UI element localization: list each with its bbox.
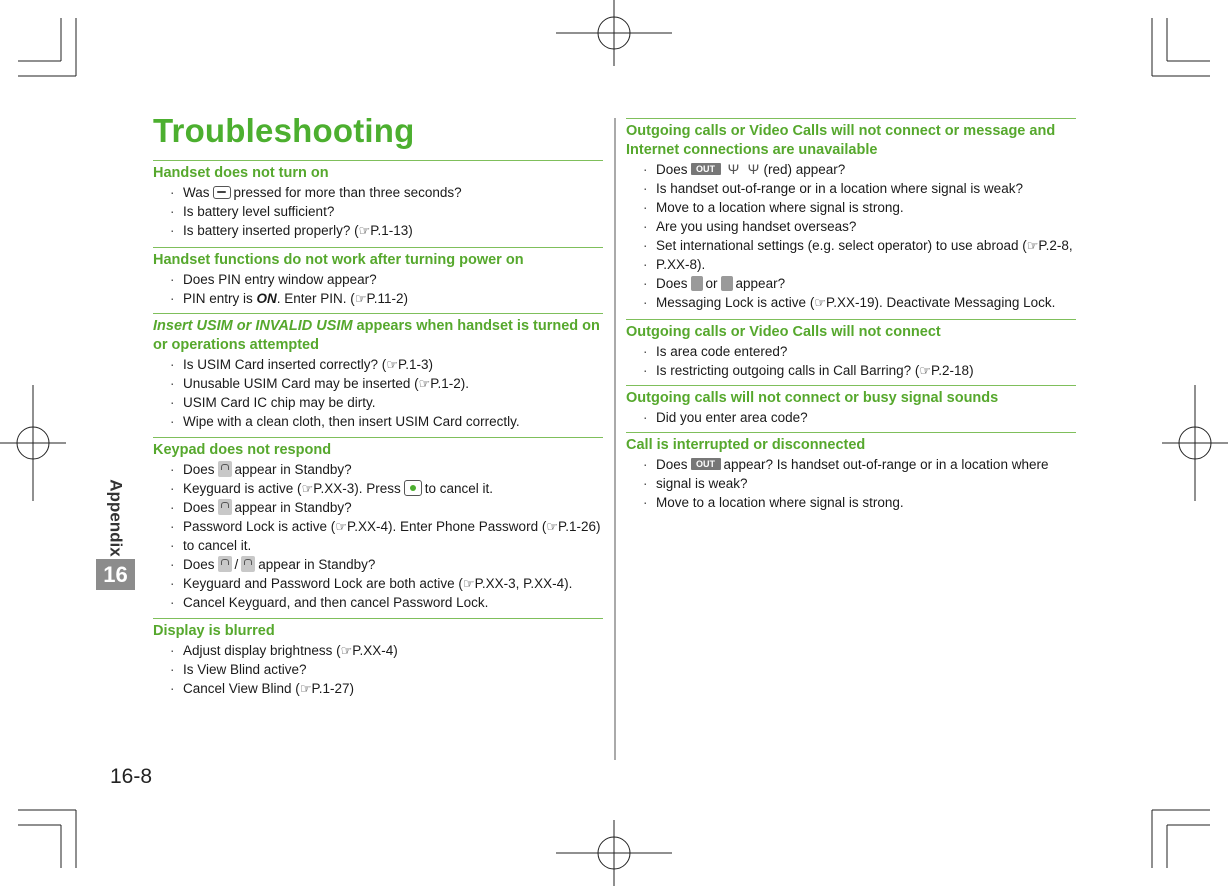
- section-heading: Display is blurred: [153, 618, 603, 641]
- section-functions: [153, 247, 603, 308]
- list-item-continued: · signal is weak?: [626, 474, 1076, 493]
- list-item-continued: · Move to a location where signal is strong.: [626, 198, 1076, 217]
- list-item-continued: · PIN entry is ON. Enter PIN. (☞P.11-2): [153, 289, 603, 308]
- list-item: · Does / appear in Standby?: [153, 555, 603, 574]
- list-item-continued: · Wipe with a clean cloth, then insert USIM Card correctly.: [153, 412, 603, 431]
- section-heading: Call is interrupted or disconnected: [626, 432, 1076, 455]
- section-busy-signal: [626, 385, 1076, 427]
- end-key-icon: [213, 186, 231, 199]
- section-outgoing-unavailable: [626, 118, 1076, 312]
- list-item: · Does PIN entry window appear?: [153, 270, 603, 289]
- list-item: · Does OUT appear? Is handset out-of-range or in a location where: [626, 455, 1076, 474]
- section-usim: [153, 313, 603, 431]
- reference-icon: ☞: [358, 223, 371, 238]
- column-divider: [614, 118, 616, 760]
- messaging-lock-icon: [691, 276, 703, 291]
- list-item: · Are you using handset overseas?: [626, 217, 1076, 236]
- chapter-number: 16: [96, 559, 135, 590]
- reference-icon: ☞: [462, 576, 475, 591]
- list-item: · Unusable USIM Card may be inserted (☞P.1-2).: [153, 374, 603, 393]
- list-item: · Is battery level sufficient?: [153, 202, 603, 221]
- list-item: · Does OUT Ψ Ψ (red) appear?: [626, 160, 1076, 179]
- list-item-continued: · Cancel Keyguard, and then cancel Password Lock.: [153, 593, 603, 612]
- reference-icon: ☞: [299, 681, 312, 696]
- list-item: · Does appear in Standby?: [153, 460, 603, 479]
- section-heading: Handset does not turn on: [153, 160, 603, 183]
- list-item-continued: · Set international settings (e.g. select operator) to use abroad (☞P.2-8,: [626, 236, 1076, 255]
- messaging-lock-alt-icon: [721, 276, 733, 291]
- list-item: · Adjust display brightness (☞P.XX-4): [153, 641, 603, 660]
- list-item: · Is restricting outgoing calls in Call Barring? (☞P.2-18): [626, 361, 1076, 380]
- list-item-continued: · Keyguard and Password Lock are both active (☞P.XX-3, P.XX-4).: [153, 574, 603, 593]
- list-item: · Keyguard is active (☞P.XX-3). Press to cancel it.: [153, 479, 603, 498]
- out-of-range-icon: OUT: [691, 163, 721, 175]
- section-heading: Keypad does not respond: [153, 437, 603, 460]
- list-item: · Is battery inserted properly? (☞P.1-13): [153, 221, 603, 240]
- list-item: · Was pressed for more than three seconds?: [153, 183, 603, 202]
- list-item: · USIM Card IC chip may be dirty.: [153, 393, 603, 412]
- reference-icon: ☞: [386, 357, 398, 372]
- list-item: · Password Lock is active (☞P.XX-4). Enter Phone Password (☞P.1-26): [153, 517, 603, 536]
- reference-icon: ☞: [354, 291, 367, 306]
- list-item: · Is area code entered?: [626, 342, 1076, 361]
- section-heading: Outgoing calls or Video Calls will not connect or message and Internet connections are unavailable: [626, 118, 1076, 160]
- center-key-icon: [404, 480, 422, 496]
- list-item: · Is USIM Card inserted correctly? (☞P.1-3): [153, 355, 603, 374]
- list-item: · Cancel View Blind (☞P.1-27): [153, 679, 603, 698]
- out-of-range-icon: OUT: [691, 458, 721, 470]
- section-display: [153, 618, 603, 698]
- section-heading: Insert USIM or INVALID USIM appears when handset is turned on or operations attempted: [153, 313, 603, 355]
- keyguard-icon: [218, 461, 232, 477]
- section-heading: Handset functions do not work after turning power on: [153, 247, 603, 270]
- reference-icon: ☞: [1026, 238, 1039, 253]
- password-lock-icon: [218, 499, 232, 515]
- reference-icon: ☞: [418, 376, 431, 391]
- section-heading: Outgoing calls or Video Calls will not connect: [626, 319, 1076, 342]
- page-number: 16-8: [110, 765, 153, 788]
- list-item-continued: · to cancel it.: [153, 536, 603, 555]
- list-item: · Did you enter area code?: [626, 408, 1076, 427]
- keyguard-icon: [218, 556, 232, 572]
- section-no-power: [153, 160, 603, 240]
- reference-icon: ☞: [340, 643, 353, 658]
- list-item-continued: · Messaging Lock is active (☞P.XX-19). Deactivate Messaging Lock.: [626, 293, 1076, 312]
- reference-icon: ☞: [301, 481, 314, 496]
- antenna-off-icon: Ψ: [727, 161, 740, 178]
- section-heading: Outgoing calls will not connect or busy signal sounds: [626, 385, 1076, 408]
- antenna-icon: Ψ: [747, 161, 760, 178]
- reference-icon: ☞: [919, 363, 932, 378]
- list-item: · Does appear in Standby?: [153, 498, 603, 517]
- reference-icon: ☞: [335, 519, 347, 534]
- page-title: Troubleshooting: [153, 112, 415, 149]
- list-item: · Is View Blind active?: [153, 660, 603, 679]
- list-item-continued: · Is handset out-of-range or in a location where signal is weak?: [626, 179, 1076, 198]
- section-call-interrupted: [626, 432, 1076, 512]
- password-lock-icon: [241, 556, 255, 572]
- section-keypad: [153, 437, 603, 612]
- list-item-continued: · Move to a location where signal is strong.: [626, 493, 1076, 512]
- reference-icon: ☞: [814, 295, 826, 310]
- section-outgoing-not-connect: [626, 319, 1076, 380]
- reference-icon: ☞: [546, 519, 558, 534]
- list-item: · Does or appear?: [626, 274, 1076, 293]
- side-tab-label: Appendix: [107, 479, 127, 557]
- list-item-continued: · P.XX-8).: [626, 255, 1076, 274]
